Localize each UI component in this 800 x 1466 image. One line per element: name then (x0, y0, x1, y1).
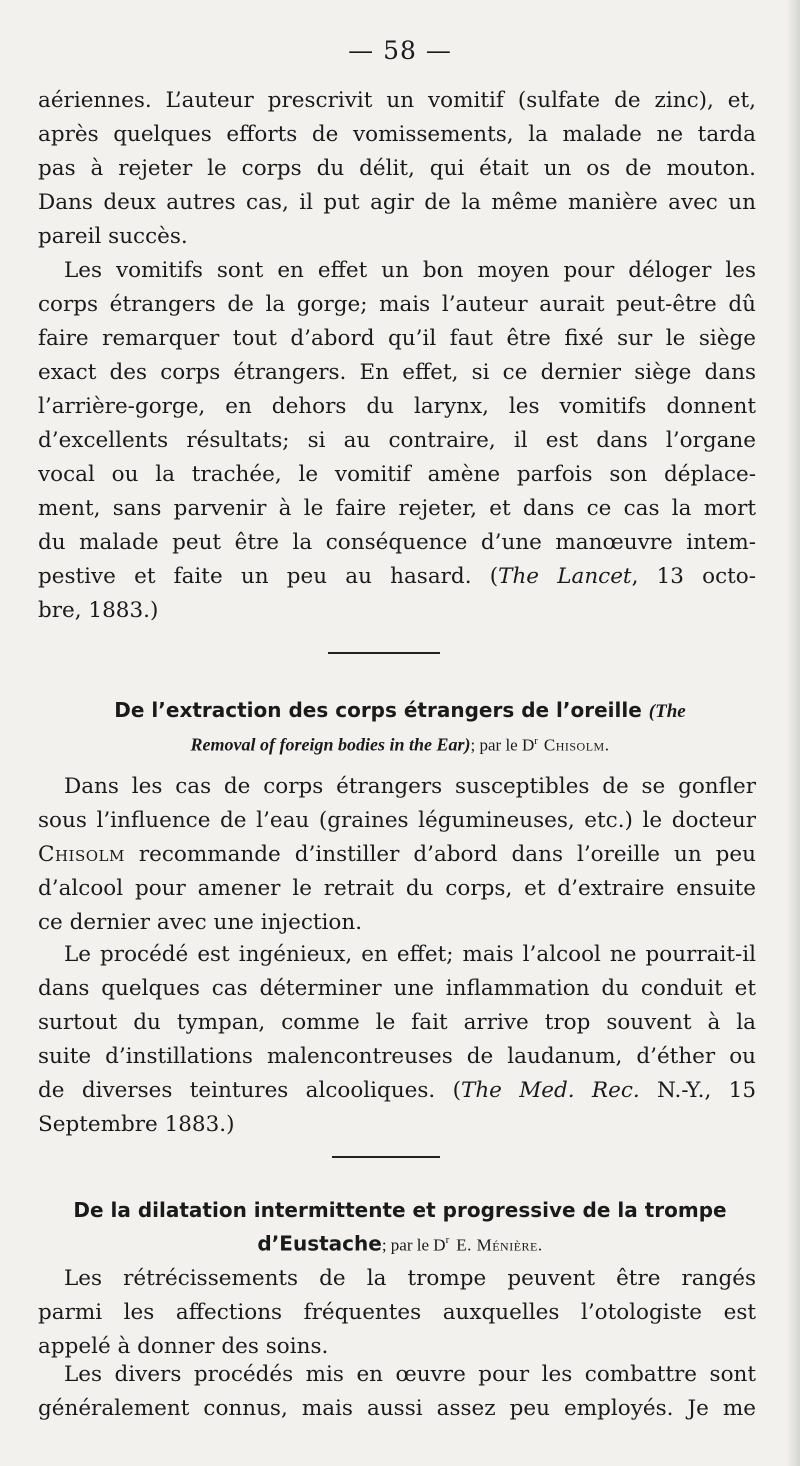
text-line: Les rétrécissements de la trompe peuvent être rangés (64, 1266, 756, 1291)
page-edge-shadow (786, 0, 800, 1466)
text-line: exact des corps étrangers. En effet, si ce dernier siège dans (38, 360, 756, 385)
text-line: après quelques efforts de vomissements, la malade ne tarda (38, 122, 756, 147)
author-name: E. Ménière. (456, 1235, 543, 1255)
text-line: pestive et faite un peu au hasard. (The Lancet, 13 octo- (38, 564, 756, 589)
text-line: pareil succès. (38, 224, 188, 249)
section-heading-cont: d’Eustache; par le $D^r$ E. Ménière. (257, 1231, 543, 1255)
text-line: appelé à donner des soins. (38, 1334, 329, 1359)
text-line: pas à rejeter le corps du délit, qui était un os de mouton. (38, 156, 756, 181)
text-line: surtout du tympan, comme le fait arrive trop souvent à la (38, 1010, 756, 1035)
text-line: ment, sans parvenir à le faire rejeter, et dans ce cas la mort (38, 496, 756, 521)
section-divider (328, 652, 440, 654)
text-line: aériennes. L’auteur prescrivit un vomitif (sulfate de zinc), et, (38, 88, 756, 113)
author-name: Chisolm. (543, 735, 610, 755)
citation-title: The Med. Rec. (460, 1078, 640, 1103)
text-line: parmi les affections fréquentes auxquelles l’otologiste est (38, 1300, 756, 1325)
text-line: du malade peut être la conséquence d’une manœuvre intem- (38, 530, 756, 555)
section-heading: De l’extraction des corps étrangers de l’oreille (The (114, 698, 686, 722)
text-line: ce dernier avec une injection. (38, 910, 363, 935)
text-line: d’excellents résultats; si au contraire, il est dans l’organe (38, 428, 756, 453)
text-line: l’arrière-gorge, en dehors du larynx, les vomitifs donnent (38, 394, 756, 419)
text-line: dans quelques cas déterminer une inflammation du conduit et (38, 976, 756, 1001)
citation-title: The Lancet (498, 564, 632, 589)
section-divider (332, 1156, 440, 1158)
text-line: Dans deux autres cas, il put agir de la même manière avec un (38, 190, 756, 215)
author-name: Chisolm (38, 842, 125, 867)
text-line: bre, 1883.) (38, 598, 159, 623)
text-line: généralement connus, mais aussi assez peu employés. Je me (38, 1396, 756, 1421)
text-line: Les vomitifs sont en effet un bon moyen pour déloger les (64, 258, 756, 283)
text-line: vocal ou la trachée, le vomitif amène parfois son déplace- (38, 462, 756, 487)
text-line: de diverses teintures alcooliques. (The Med. Rec. N.-Y., 15 (38, 1078, 756, 1103)
text-line: Les divers procédés mis en œuvre pour les combattre sont (64, 1362, 756, 1387)
page-number: — 58 — (348, 36, 452, 65)
text-line: Septembre 1883.) (38, 1112, 235, 1137)
text-line: faire remarquer tout d’abord qu’il faut être fixé sur le siège (38, 326, 756, 351)
text-line: Le procédé est ingénieux, en effet; mais l’alcool ne pourrait-il (64, 942, 756, 967)
section-heading: De la dilatation intermittente et progressive de la trompe (73, 1198, 727, 1222)
section-heading-cont: Removal of foreign bodies in the Ear); par le $D^r$ Chisolm. (190, 734, 610, 755)
text-line: corps étrangers de la gorge; mais l’auteur aurait peut-être dû (38, 292, 756, 317)
text-line: Chisolm recommande d’instiller d’abord dans l’oreille un peu (38, 842, 756, 867)
text-line: sous l’influence de l’eau (graines légumineuses, etc.) le docteur (38, 808, 756, 833)
text-line: suite d’instillations malencontreuses de laudanum, d’éther ou (38, 1044, 756, 1069)
text-line: d’alcool pour amener le retrait du corps, et d’extraire ensuite (38, 876, 756, 901)
text-line: Dans les cas de corps étrangers susceptibles de se gonfler (64, 774, 756, 799)
